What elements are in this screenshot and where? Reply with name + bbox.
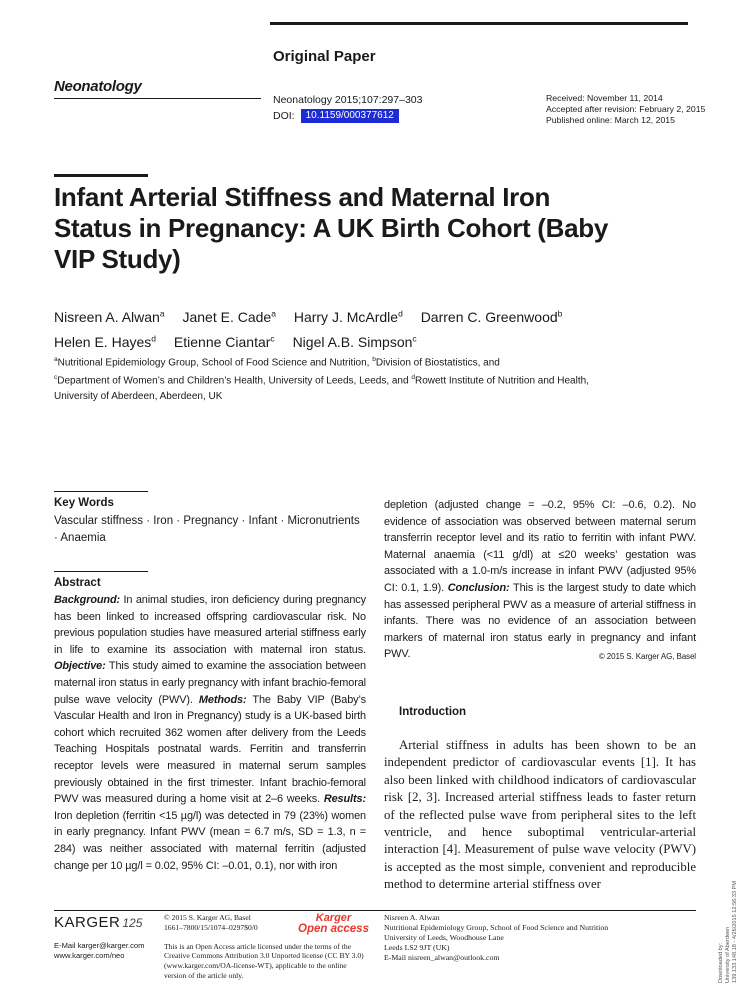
author: Nigel A.B. Simpson$^c$ (292, 333, 417, 351)
paper-type: Original Paper (273, 48, 376, 65)
journal-name: Neonatology (54, 78, 142, 95)
correspondence: Nisreen A. Alwan Nutritional Epidemiology Group, School of Food Science and Nutrition University of Leeds, Woodhouse Lane Leeds LS2 9JT (UK) E-Mail nisreen_alwan@outlook.com (384, 913, 684, 963)
author: Etienne Ciantar$^c$ (173, 333, 275, 351)
abstract-heading: Abstract (54, 577, 101, 589)
author-list (54, 302, 654, 353)
keywords-text: Vascular stiffness · Iron · Pregnancy · Infant · Micronutrients · Anaemia (54, 515, 360, 544)
license-text: This is an Open Access article licensed under the terms of the Creative Commons Attribution 3.0 Unported license (CC BY 3.0) (www.karger.com/OA-license-WT), applicable to the online version of the article only. (164, 941, 364, 980)
author: Nisreen A. Alwan$^a$ (54, 308, 165, 325)
title-rule (54, 174, 148, 177)
keywords-heading: Key Words (54, 497, 114, 509)
abstract-copyright: © 2015 S. Karger AG, Basel (598, 652, 696, 662)
open-access-logo: Karger Open access (298, 912, 369, 935)
author: Darren C. Greenwood$^b$ (420, 308, 563, 325)
publisher-email[interactable]: E-Mail karger@karger.com (54, 941, 145, 950)
karger-logo: KARGER 125 (54, 914, 143, 931)
download-stamp: Downloaded by: University of Aberdeen 139.133.148.18 - 4/26/2015 12:56:33 PM (718, 880, 738, 983)
doi-row (273, 109, 399, 123)
published-date: Published online: March 12, 2015 (546, 115, 675, 125)
accepted-date: Accepted after revision: February 2, 2015 (546, 104, 706, 114)
doi-link[interactable] (301, 109, 399, 123)
license-block: © 2015 S. Karger AG, Basel 1661–7800/15/1074–0297$0/0 This is an Open Access article licensed under the terms of the Creative Commons Attribution 3.0 Unported license (CC BY 3.0) (www.karger.com/OA-license-WT), applicable to the online version of the article only. (164, 913, 370, 981)
abstract-rule (54, 571, 148, 572)
author: Janet E. Cade$^a$ (182, 308, 276, 325)
affiliations: $^a$Nutritional Epidemiology Group, School of Food Science and Nutrition, $^b$Division of Biostatistics, and $^c$Department of Women’s and Children’s Health, University of Leeds, Leeds, and $^d$Rowett Institute of Nutrition and Health, University of Aberdeen, Aberdeen, UK (54, 356, 589, 402)
keywords-rule (54, 491, 148, 492)
journal-rule (54, 98, 261, 99)
received-date: Received: November 11, 2014 (546, 93, 663, 103)
dates (546, 93, 705, 126)
doi-value: 10.1159/000377612 (305, 110, 394, 121)
footer-rule (54, 910, 696, 911)
author: Harry J. McArdle$^d$ (293, 308, 403, 325)
correspondence-email[interactable]: E-Mail nisreen_alwan@outlook.com (384, 953, 500, 962)
introduction-text: Arterial stiffness in adults has been shown to be an independent predictor of cardiovascular events [1]. It has also been linked with childhood indicators of cardiovascular risk [2, 3]. Increased arterial stiffness leads to faster return of the reflected pulse wave from peripheral sites to the left ventricle, and hence suboptimal ventricular-arterial interaction [4]. Measurement of pulse wave velocity (PWV) is accepted as the most simple, convenient and reproducible method to determine arterial stiffness over (384, 738, 696, 892)
citation: Neonatology 2015;107:297–303 (273, 94, 423, 106)
abstract-text: Background: In animal studies, iron deficiency during pregnancy has been linked to increased offspring cardiovascular risk. No previous population studies have measured arterial stiffness early in life to examine its association with maternal iron status. Objective: This study aimed to examine the association between maternal iron status in early pregnancy with infant brachio-femoral pulse wave velocity (PWV). Methods: The Baby VIP (Baby’s Vascular Health and Iron in Pregnancy) study is a UK-based birth cohort which recruited 362 women after delivery from the Leeds Teaching Hospitals postnatal wards. Ferritin and transferrin receptor levels were measured in maternal serum samples previously obtained in the first trimester. Infant brachio-femoral PWV was measured during a home visit at 2–6 weeks. Results: Iron depletion (ferritin <15 µg/l) was detected in 79 (23%) women in early pregnancy. Infant PWV (mean = 6.7 m/s, SD = 1.3, n = 284) was neither associated with maternal ferritin (adjusted change per 10 µg/l = 0.02, 95% CI: –0.01, 0.1), nor with iron (54, 594, 366, 872)
publisher-web[interactable]: www.karger.com/neo (54, 951, 125, 960)
header-rule (270, 22, 688, 25)
abstract-continued: depletion (adjusted change = –0.2, 95% CI: –0.6, 0.2). No evidence of association was observed between maternal serum transferrin receptor level and its ratio to ferritin with infant PWV. Maternal anaemia (<11 g/dl) at ≤20 weeks’ gestation was associated with a 1.0-m/s increase in infant PWV (adjusted 95% CI: 0.1, 1.9). Conclusion: This is the largest study to date which has assessed peripheral PWV as a measure of arterial stiffness in infants. There was no evidence of an association between markers of maternal iron status early in pregnancy and infant PWV. © 2015 S. Karger AG, Basel (384, 497, 696, 666)
paper-title: Infant Arterial Stiffness and Maternal Iron Status in Pregnancy: A UK Birth Cohort (Baby VIP Study) (54, 182, 609, 274)
introduction-heading: Introduction (399, 706, 467, 718)
doi-label: DOI: (273, 110, 295, 122)
author: Helen E. Hayes$^d$ (54, 333, 157, 351)
publisher-contact (54, 941, 144, 961)
